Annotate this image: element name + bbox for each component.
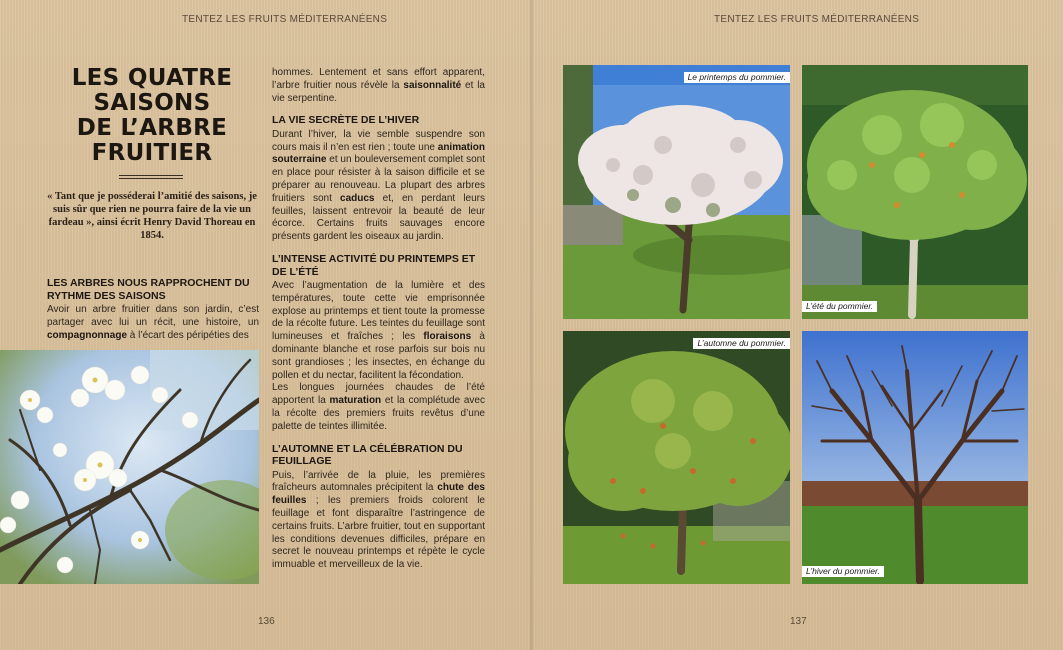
text-run: Avec l’augmentation de la lumière et des températures, toute cette vie emprisonnée explose au printemps et tient toute la promesse de la récolte future. Les teintes du feuillage sont lumineuses et fraîches ; les [272,280,485,343]
paragraph [272,67,485,105]
section-heading: LES ARBRES NOUS RAPPROCHENT DU RYTHME DES SAISONS [47,277,250,302]
bold-term: floraisons [423,331,472,343]
winter-apple-tree-photo [802,331,1028,584]
book-gutter [530,0,533,650]
paragraph [272,382,485,433]
title-line: DE L’ARBRE [76,115,228,141]
text-run: Avoir un arbre fruitier dans son jardin, c’est partager avec lui un récit, une histoire, un [47,304,259,328]
text-run: ; les premiers froids colorent le feuillage et font disparaître l’astringence de certains fruits. L’arbre fruitier, tout en supportant les conditions devenues difficiles, prépare en secret le nouveau printemps et répète le cycle immuable et merveilleux de la vie. [272,495,485,571]
bold-term: maturation [329,395,382,407]
paragraph [47,304,259,342]
bold-term: compagnonnage [47,329,128,341]
bold-term: caducs [340,192,375,204]
bold-term: chute des feuilles [272,482,485,507]
title-line: SAISONS [93,90,211,116]
paragraph [272,280,485,382]
epigraph-quote: « Tant que je posséderai l’amitié des saisons, je suis sûr que rien ne pourra faire de la vie un fardeau », ainsi écrit Henry David Thoreau en 1854. [47,191,257,241]
text-run: et la vie serpentine. [272,79,485,104]
summer-apple-tree-photo [802,65,1028,319]
text-run: à dominante blanche et rose parfois sur bois nu sont grandioses ; les insectes, en échange du pollen et du nectar, facilitent la fécondation. [272,331,485,381]
running-head-left: TENTEZ LES FRUITS MÉDITERRANÉENS [182,14,388,25]
text-run: et la complétude avec la récolte des premiers fruits revêtus d’une palette de teintes illimitée. [272,395,485,432]
page-number-left: 136 [258,616,275,627]
title-line: LES QUATRE [71,65,233,91]
text-run: Puis, l’arrivée de la pluie, les premières fraîcheurs automnales précipitent la [272,469,485,494]
text-run: hommes. Lentement et sans effort apparent, l’arbre fruitier nous révèle la [272,67,485,91]
caption-spring: Le printemps du pommier. [684,72,790,83]
text-run: et, en perdant leurs feuilles, laissent entrevoir la beauté de leur écorce. Certains fruits sauvages encore présents gardent les oiseaux au jardin. [272,192,485,243]
section-heading: L’INTENSE ACTIVITÉ DU PRINTEMPS ET DE L’ÉTÉ [272,253,476,278]
running-head-right: TENTEZ LES FRUITS MÉDITERRANÉENS [714,14,920,25]
text-run: Les longues journées chaudes de l’été apportent la [272,382,485,407]
paragraph [272,470,485,572]
caption-autumn: L’automne du pommier. [693,338,790,349]
spring-apple-tree-photo [563,65,790,319]
autumn-apple-tree-photo [563,331,790,584]
left-column [47,277,259,342]
section-heading: L’AUTOMNE ET LA CÉLÉBRATION DU FEUILLAGE [272,442,463,468]
section-heading: LA VIE SECRÈTE DE L’HIVER [272,114,420,127]
paragraph [272,129,485,244]
page-number-right: 137 [790,616,807,627]
bold-term: animation souterraine [272,141,485,166]
right-column-left-page [272,65,485,572]
blossom-photo [0,350,259,584]
text-run: Durant l’hiver, la vie semble suspendre son cours mais il n’en est rien ; toute une [272,128,485,153]
text-run: à l’écart des péripéties des [127,329,249,341]
title-line: FRUITIER [91,140,213,166]
text-run: et un bouleversement complet sont en place pour résister à la saison difficile et se préparer au renouveau. La plupart des arbres fruitiers sont [272,154,485,204]
page-title [62,66,242,166]
caption-winter: L’hiver du pommier. [802,566,884,577]
title-rule [119,175,183,179]
bold-term: saisonnalité [403,79,462,91]
caption-summer: L’été du pommier. [802,301,877,312]
